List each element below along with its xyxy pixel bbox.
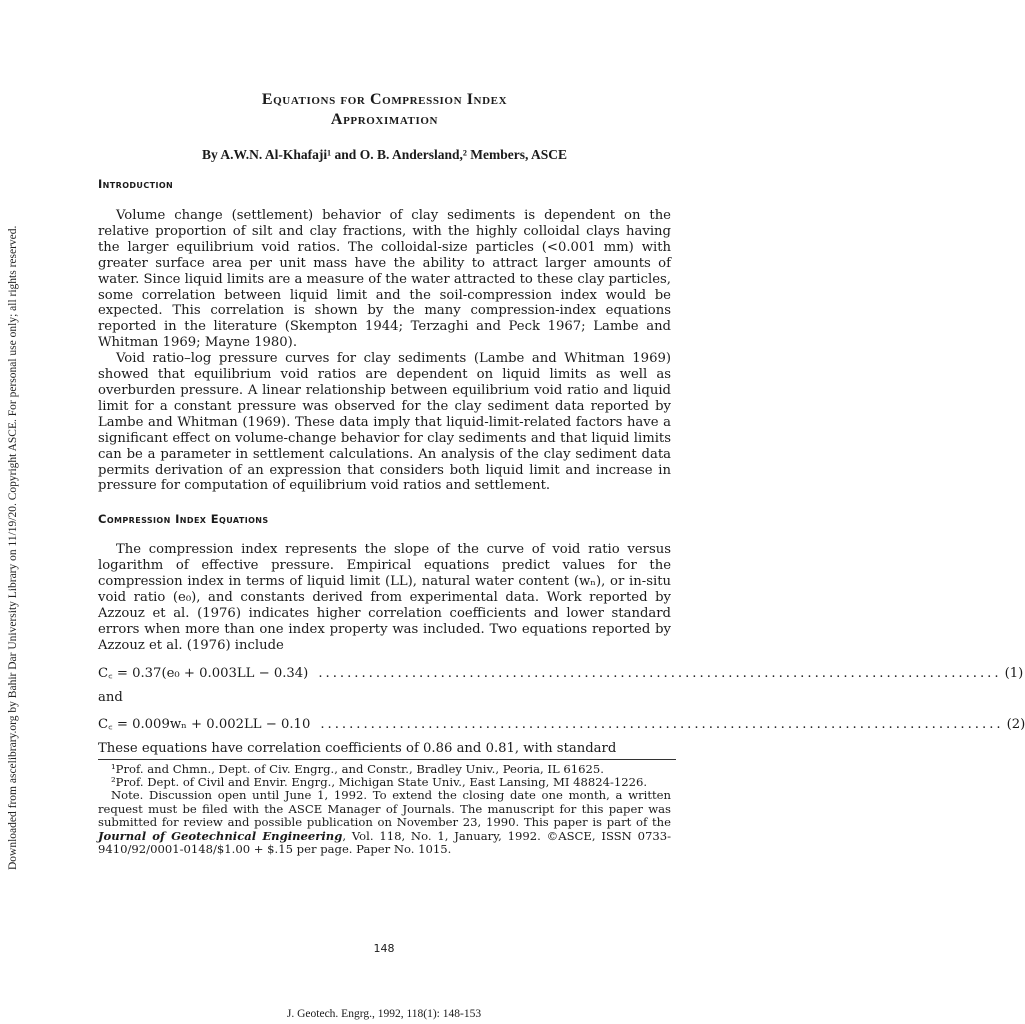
footnote-2: ²Prof. Dept. of Civil and Envir. Engrg., Michigan State Univ., East Lansing, MI 48824-1226.: [111, 774, 648, 789]
equation-2-number: (2): [1006, 716, 1025, 732]
intro-paragraph-2: Void ratio–log pressure curves for clay sediments (Lambe and Whitman 1969) showed that equilibrium void ratios are dependent on liquid limits as well as overburden pressure. A linear relationship between equilibrium void ratio and liquid limit for a constant pressure was observed for the clay sediment data reported by Lambe and Whitman (1969). These data imply that liquid-limit-related factors have a significant effect on volume-change behavior for clay sediments and that liquid limits can be a parameter in settlement calculations. An analysis of the clay sediment data permits derivation of an expression that considers both liquid limit and increase in pressure for computation of equilibrium void ratios and settlement.: [98, 351, 671, 494]
section-heading-introduction: Introduction: [98, 177, 174, 191]
section-heading-compression-index: Compression Index Equations: [98, 512, 269, 527]
page-number: 148: [373, 942, 395, 955]
footnotes: [98, 763, 671, 857]
page-body: [98, 90, 1025, 856]
equation-1-number: (1): [1004, 665, 1024, 681]
equation-2-leader: ...............................................................................................: [320, 716, 1004, 732]
citation-footer: J. Geotech. Engrg., 1992, 118(1): 148-153: [286, 1008, 482, 1020]
equation-2-expression: C꜀ = 0.009wₙ + 0.002LL − 0.10: [98, 716, 311, 732]
equation-connector: and: [98, 689, 123, 705]
side-download-notice-text: Downloaded from ascelibrary.org by Bahir Dar University Library on 11/19/20. Copyright ASCE. For personal use only; all rights reserved.: [7, 225, 19, 870]
intro-paragraph-1: Volume change (settlement) behavior of clay sediments is dependent on the relative proportion of silt and clay fractions, with the highly colloidal clays having the larger equilibrium void ratios. The colloidal-size particles (<0.001 mm) with greater surface area per unit mass have the ability to attract larger amounts of water. Since liquid limits are a measure of the water attracted to these clay particles, some correlation between liquid limit and the soil-compression index would be expected. This correlation is shown by the many compression-index equations reported in the literature (Skempton 1944; Terzaghi and Peck 1967; Lambe and Whitman 1969; Mayne 1980).: [98, 208, 671, 351]
paper-title: [98, 90, 671, 130]
discussion-note: [98, 789, 671, 856]
title-line-2: Approximation: [330, 111, 439, 128]
author-byline: By A.W.N. Al-Khafaji¹ and O. B. Andersland,² Members, ASCE: [201, 147, 568, 162]
equation-1-expression: C꜀ = 0.37(e₀ + 0.003LL − 0.34): [98, 665, 309, 681]
equation-1: [98, 663, 1024, 681]
compression-paragraph: The compression index represents the slope of the curve of void ratio versus logarithm of effective pressure. Empirical equations predict values for the compression index in terms of liquid limit (LL), natural water content (wₙ), or in-situ void ratio (e₀), and constants derived from experimental data. Work reported by Azzouz et al. (1976) indicates higher correlation coefficients and lower standard errors when more than one index property was included. Two equations reported by Azzouz et al. (1976) include: [98, 542, 671, 653]
discussion-note-text-1: Note. Discussion open until June 1, 1992. To extend the closing date one month, a written request must be filed with the ASCE Manager of Journals. The manuscript for this paper was submitted for review and possible publication on November 23, 1990. This paper is part of the: [98, 788, 671, 830]
equation-2: [98, 714, 1025, 732]
journal-name: Journal of Geotechnical Engineering: [98, 828, 343, 843]
equation-1-leader: ...............................................................................................: [318, 665, 1002, 681]
post-equation-text: These equations have correlation coefficients of 0.86 and 0.81, with standard: [98, 740, 617, 756]
side-download-notice: [7, 150, 19, 870]
title-line-1: Equations for Compression Index: [261, 91, 508, 108]
footnote-1: ¹Prof. and Chmn., Dept. of Civ. Engrg., and Constr., Bradley Univ., Peoria, IL 61625.: [111, 761, 604, 776]
discussion-note-text-2: , Vol. 118, No. 1, January, 1992. ©ASCE, ISSN 0733-9410/92/0001-0148/$1.00 + $.15 per page. Paper No. 1015.: [98, 828, 672, 856]
footnote-divider: [98, 759, 676, 760]
